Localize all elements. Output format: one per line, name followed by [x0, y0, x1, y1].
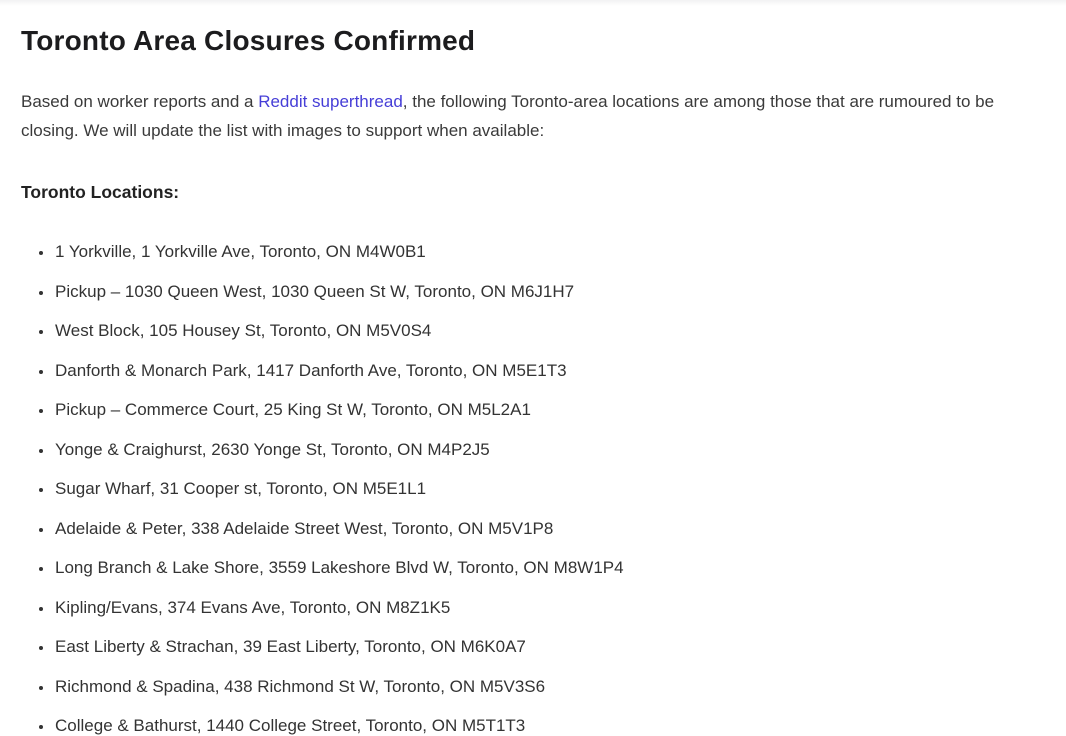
locations-list [21, 242, 999, 735]
list-item: • 1 Yorkville, 1 Yorkville Ave, Toronto, ON M4W0B1 [54, 242, 999, 261]
list-item: • Pickup – 1030 Queen West, 1030 Queen St W, Toronto, ON M6J1H7 [54, 282, 999, 301]
list-item: • Richmond & Spadina, 438 Richmond St W, Toronto, ON M5V3S6 [54, 677, 999, 696]
list-item: • East Liberty & Strachan, 39 East Liberty, Toronto, ON M6K0A7 [54, 637, 999, 656]
reddit-superthread-link[interactable]: Reddit superthread [258, 92, 403, 111]
intro-text-after-link: , the following Toronto-area locations are among those that are rumoured to be closing. We will update the list with images to support when available: [21, 92, 995, 140]
page-title: Toronto Area Closures Confirmed [21, 25, 476, 56]
list-item: • Pickup – Commerce Court, 25 King St W, Toronto, ON M5L2A1 [54, 400, 999, 419]
intro-paragraph [21, 87, 999, 145]
list-item: • Adelaide & Peter, 338 Adelaide Street West, Toronto, ON M5V1P8 [54, 519, 999, 538]
list-item: • Long Branch & Lake Shore, 3559 Lakeshore Blvd W, Toronto, ON M8W1P4 [54, 558, 999, 577]
list-item: • West Block, 105 Housey St, Toronto, ON M5V0S4 [54, 321, 999, 340]
intro-text-before-link: Based on worker reports and a [21, 92, 259, 111]
article-content [0, 24, 1020, 735]
list-item: • Kipling/Evans, 374 Evans Ave, Toronto, ON M8Z1K5 [54, 598, 999, 617]
section-heading-toronto-locations: Toronto Locations: [21, 182, 180, 202]
list-item: • College & Bathurst, 1440 College Street, Toronto, ON M5T1T3 [54, 716, 999, 735]
top-shadow [0, 0, 1066, 6]
list-item: • Danforth & Monarch Park, 1417 Danforth Ave, Toronto, ON M5E1T3 [54, 361, 999, 380]
list-item: • Sugar Wharf, 31 Cooper st, Toronto, ON M5E1L1 [54, 479, 999, 498]
list-item: • Yonge & Craighurst, 2630 Yonge St, Toronto, ON M4P2J5 [54, 440, 999, 459]
